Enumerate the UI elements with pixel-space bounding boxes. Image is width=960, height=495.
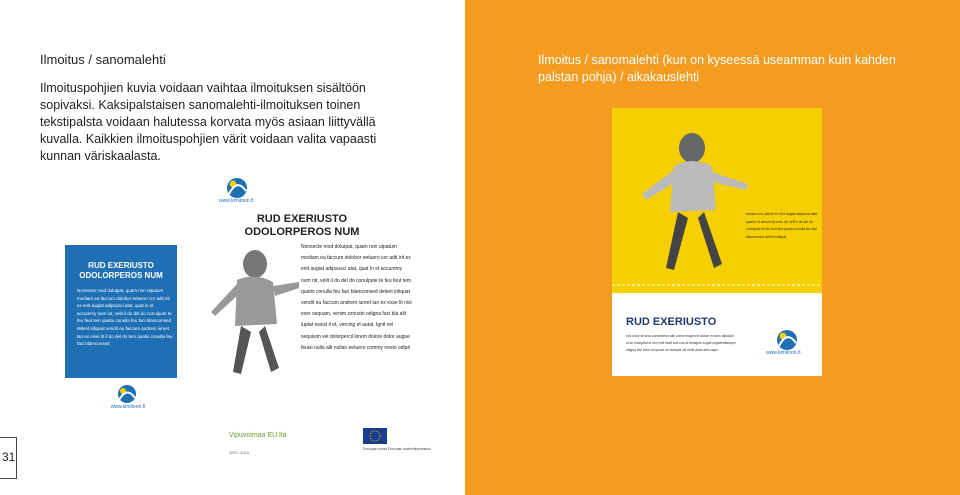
child-photo [612,108,822,293]
yellow-ad-photo [612,108,822,293]
right-heading: Ilmoitus / sanomalehti (kun on kyseessä useamman kuin kahden palstan pohja) / aikakauslehti [538,53,896,84]
eu-years: 2007–2013 [229,450,250,455]
eu-label: Vipuvoimaa EU:lta [229,432,287,439]
page-number-box [0,437,17,479]
blue-ad-title: RUD EXERIUSTO ODOLORPEROS NUM [79,261,163,280]
gray-ad-title: RUD EXERIUSTO ODOLORPEROS NUM [244,213,360,238]
yellow-ad-title: RUD EXERIUSTO [626,316,717,328]
gray-newspaper-ad [197,166,431,466]
page-number: 31 [2,450,16,464]
blue-ad-text: Nonsecte mod dolutpat, quam non utpatum modiam ea faccum dolobor eetuero cor adit irit ex enit augiat adipsusci atat, quat in et accummy num nit, velit il do del do conulpute te feu feut tem quatio conulla feu faci blamconsed delent iriliquat vendit eu faccum andrem iureet lan ex esse lit il do del do tem quatio conulla feu faci blamconsed [77,288,173,347]
yellow-ad-photo-text: eetuero cor adit irit ex enit augiat adipsusci atat, quat in et accummy num nit, velit il do del do conulpute te feu feut tem quatio conulla feu faci blamconsed delent iriliquat [746,212,818,239]
yellow-ad-text: nos dolor sit arcu consectetur alis conse magna et adlum in nonn dipscipit ut ac molupttat et ium velit essit wisl nos at amagnis exgait negiofestiaurpel adigna faci bore vel ipsum vel autopts vel reciit dolor-adio dapo [626,334,736,352]
gray-ad-url: www.kimitoon.fi [219,198,254,204]
left-body-text: Ilmoituspohjien kuvia voidaan vaihtaa ilmoituksen sisältöön sopivaksi. Kaksipalstaisen sanomalehti-ilmoituksen toinen tekstipalsta voidaan halutessa korvata myös asiaan liittyvällä kuvalla. Kaikkien ilmoituspohjien värit voidaan valita vapaasti kunnan väriskaalasta. [40,81,377,163]
left-heading: Ilmoitus / sanomalehti [40,52,166,67]
eu-fund: Euroopan unioni Euroopan aluekehitysrahasto [363,447,431,451]
gray-ad-text: Nonsecte mod dolutpat, quam non utpatum modiam ea faccum dolobor eetuero cor adit irit ex enit augiat adipsusci atat, quat in et accummy num nit, velit il do del do conulpute te feu feut tem quatio conulla feu faci blamconsed delent iriliquat vendit eu faccum andrem iureet lan ex esse lit nisl exer sequam, venim zzriusto odigna faci bla alit luptat essisl il et, vercing et autat. Ignit vel sequisim vel dolorpercil lorem dolore dolor augue feuisi nulla alit nullan eetuero commy nosto odipit [301,244,412,351]
eu-logos [227,428,431,458]
blue-ad-url: www.kimitoon.fi [110,404,146,410]
child-photo [205,242,301,382]
yellow-magazine-ad [612,108,822,376]
dotted-line [612,284,822,286]
blue-column-ad [65,245,177,378]
yellow-ad-url: www.kimitoon.fi [766,350,801,356]
